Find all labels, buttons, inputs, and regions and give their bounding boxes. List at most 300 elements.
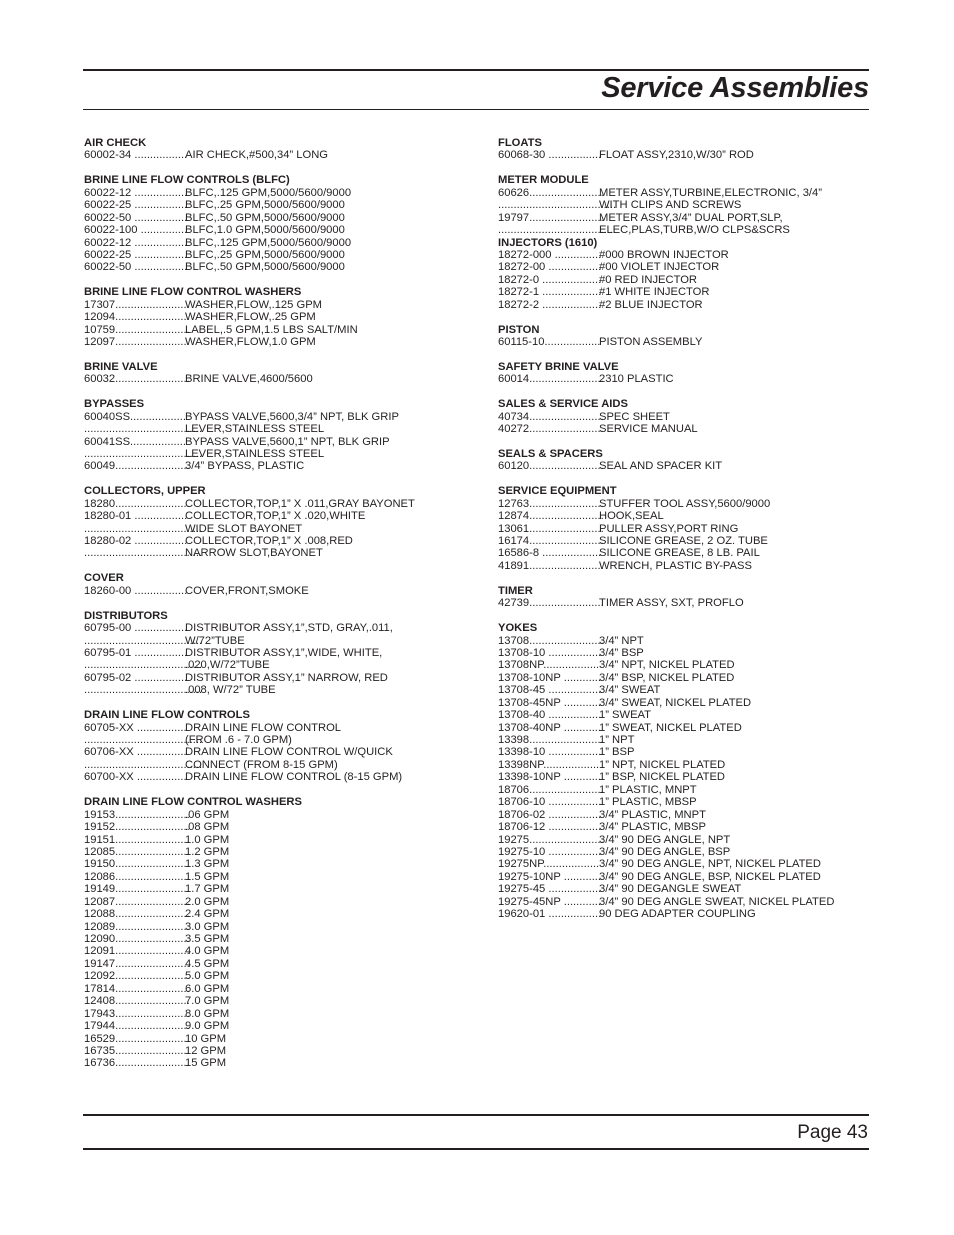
part-row bbox=[498, 560, 878, 572]
part-number: 60022-12 ................. bbox=[84, 186, 188, 199]
part-row bbox=[84, 945, 464, 957]
page-title: Service Assemblies bbox=[601, 72, 869, 104]
part-description: 12 GPM bbox=[185, 1044, 227, 1057]
part-number: 60041SS.................. bbox=[84, 435, 186, 448]
part-number: ...................................... bbox=[498, 199, 617, 212]
part-description: .008, W/72” TUBE bbox=[185, 684, 276, 697]
part-number: 60022-12 ................. bbox=[84, 236, 188, 249]
part-description: HOOK,SEAL bbox=[599, 510, 664, 523]
part-number: 17943........................ bbox=[84, 1007, 190, 1020]
part-number: 42739........................ bbox=[498, 597, 604, 610]
part-description: 3.5 GPM bbox=[185, 933, 230, 945]
part-row bbox=[498, 187, 878, 199]
part-description: 3/4” BSP bbox=[599, 646, 644, 659]
part-number: 12094........................ bbox=[84, 311, 190, 324]
part-description: SERVICE MANUAL bbox=[599, 423, 698, 436]
part-description: SEAL AND SPACER KIT bbox=[599, 460, 723, 473]
part-description: 1.7 GPM bbox=[185, 883, 230, 896]
part-row bbox=[498, 510, 878, 522]
part-description: 10 GPM bbox=[185, 1032, 227, 1045]
part-number: 13708........................ bbox=[498, 634, 604, 647]
part-number: 10759........................ bbox=[84, 323, 190, 336]
part-row bbox=[84, 1057, 464, 1069]
part-number: 18272-00 ................. bbox=[498, 261, 602, 274]
part-number: 16735........................ bbox=[84, 1044, 190, 1057]
part-row bbox=[84, 970, 464, 982]
part-number: 19275........................ bbox=[498, 833, 604, 846]
part-row bbox=[84, 212, 464, 224]
part-number: 12089........................ bbox=[84, 920, 190, 933]
part-row bbox=[498, 212, 878, 224]
part-description: 1” SWEAT, NICKEL PLATED bbox=[599, 721, 742, 734]
part-number: 41891........................ bbox=[498, 559, 604, 572]
parts-column-left bbox=[84, 137, 464, 1082]
part-number: 13708-10NP ............ bbox=[498, 671, 602, 684]
part-description: 3/4” PLASTIC, MNPT bbox=[599, 808, 706, 821]
part-number: 12092........................ bbox=[84, 970, 190, 983]
section-heading: INJECTORS (1610) bbox=[498, 236, 598, 249]
part-number: 18272-0 ................... bbox=[498, 273, 602, 286]
part-row bbox=[498, 373, 878, 385]
part-number: 13398-10 ................. bbox=[498, 746, 602, 759]
part-row bbox=[84, 809, 464, 821]
parts-section bbox=[498, 237, 878, 312]
part-description: COLLECTOR,TOP,1” X .020,WHITE bbox=[185, 510, 366, 523]
part-description: BLFC,.125 GPM,5000/5600/9000 bbox=[185, 186, 352, 199]
part-number: 18280-01 ................. bbox=[84, 510, 188, 523]
part-description: WASHER,FLOW,1.0 GPM bbox=[185, 336, 316, 348]
part-row bbox=[498, 734, 878, 746]
parts-section bbox=[84, 286, 464, 348]
part-number: 19275-45NP ............ bbox=[498, 895, 602, 908]
part-number: 13708-40 ................. bbox=[498, 709, 602, 722]
part-number: 60022-50 ................. bbox=[84, 211, 188, 224]
part-row bbox=[498, 149, 878, 161]
part-description: PISTON ASSEMBLY bbox=[599, 336, 703, 348]
part-row bbox=[84, 1008, 464, 1020]
part-row bbox=[498, 460, 878, 472]
part-description: DRAIN LINE FLOW CONTROL bbox=[185, 721, 342, 734]
part-description: SILICONE GREASE, 2 OZ. TUBE bbox=[599, 535, 768, 547]
part-row bbox=[84, 547, 464, 559]
part-description: 3/4” SWEAT bbox=[599, 684, 661, 697]
part-row bbox=[84, 324, 464, 336]
part-number: 60040SS.................. bbox=[84, 410, 186, 423]
part-description: .06 GPM bbox=[185, 808, 230, 821]
part-row bbox=[84, 510, 464, 522]
part-number: 60068-30 ................. bbox=[498, 149, 602, 162]
part-row bbox=[84, 958, 464, 970]
section-heading: BYPASSES bbox=[84, 398, 145, 411]
part-row bbox=[498, 249, 878, 261]
part-description: CONNECT (FROM 8-15 GPM) bbox=[185, 758, 338, 771]
part-row bbox=[84, 746, 464, 758]
part-description: 3/4” SWEAT, NICKEL PLATED bbox=[599, 696, 752, 709]
part-description: AIR CHECK,#500,34” LONG bbox=[185, 149, 329, 162]
part-row bbox=[84, 249, 464, 261]
part-row bbox=[498, 883, 878, 895]
part-row bbox=[84, 1045, 464, 1057]
part-number: 13708NP.................. bbox=[498, 659, 600, 672]
parts-section bbox=[84, 709, 464, 784]
part-row bbox=[498, 299, 878, 311]
part-number: 40734........................ bbox=[498, 410, 604, 423]
part-description: LEVER,STAINLESS STEEL bbox=[185, 423, 325, 436]
part-description: 3/4” 90 DEG ANGLE, NPT bbox=[599, 833, 731, 846]
part-description: 3/4” 90 DEGANGLE SWEAT bbox=[599, 883, 742, 896]
part-description: BLFC,.50 GPM,5000/5600/9000 bbox=[185, 211, 345, 224]
part-number: 12763........................ bbox=[498, 497, 604, 510]
part-description: 3/4” BYPASS, PLASTIC bbox=[185, 460, 305, 473]
footer-rule-top bbox=[83, 1114, 869, 1116]
part-number: 12408........................ bbox=[84, 995, 190, 1008]
part-row bbox=[84, 659, 464, 671]
section-heading: SERVICE EQUIPMENT bbox=[498, 485, 617, 498]
part-description: DISTRIBUTOR ASSY,1” NARROW, RED bbox=[185, 671, 388, 684]
part-description: #00 VIOLET INJECTOR bbox=[599, 261, 720, 274]
part-row bbox=[84, 759, 464, 771]
part-number: 60795-00 ................. bbox=[84, 622, 188, 635]
part-description: #000 BROWN INJECTOR bbox=[599, 248, 729, 261]
part-row bbox=[498, 809, 878, 821]
part-description: NARROW SLOT,BAYONET bbox=[185, 547, 323, 560]
part-number: ...................................... bbox=[84, 684, 203, 697]
part-number: 60626........................ bbox=[498, 186, 604, 199]
part-description: 1” SWEAT bbox=[599, 709, 652, 722]
part-row bbox=[498, 597, 878, 609]
part-row bbox=[84, 771, 464, 783]
header-rule-top bbox=[83, 69, 869, 71]
part-description: 3/4” 90 DEG ANGLE, BSP, NICKEL PLATED bbox=[599, 870, 821, 883]
part-description: TIMER ASSY, SXT, PROFLO bbox=[599, 597, 744, 610]
part-row bbox=[84, 299, 464, 311]
part-number: 13061........................ bbox=[498, 522, 604, 535]
part-description: BLFC,.50 GPM,5000/5600/9000 bbox=[185, 261, 345, 274]
part-row bbox=[84, 411, 464, 423]
part-number: 18272-000 ............... bbox=[498, 248, 602, 261]
part-description: BLFC,1.0 GPM,5000/5600/9000 bbox=[185, 224, 345, 237]
part-number: 18260-00 ................. bbox=[84, 584, 188, 597]
part-description: .08 GPM bbox=[185, 821, 230, 834]
part-description: 1.3 GPM bbox=[185, 858, 230, 871]
part-number: 60120........................ bbox=[498, 460, 604, 473]
parts-section bbox=[84, 398, 464, 473]
part-row bbox=[84, 883, 464, 895]
part-row bbox=[84, 187, 464, 199]
part-row bbox=[84, 523, 464, 535]
parts-section bbox=[498, 361, 878, 386]
part-row bbox=[498, 199, 878, 211]
part-description: 1” NPT bbox=[599, 734, 635, 746]
part-number: 60795-02 ................. bbox=[84, 671, 188, 684]
part-number: 12087........................ bbox=[84, 895, 190, 908]
part-row bbox=[498, 224, 878, 236]
part-row bbox=[84, 834, 464, 846]
part-description: 6.0 GPM bbox=[185, 982, 230, 995]
section-heading: BRINE LINE FLOW CONTROLS (BLFC) bbox=[84, 174, 290, 187]
part-description: 4.0 GPM bbox=[185, 945, 230, 958]
part-number: 19275-10 ................. bbox=[498, 845, 602, 858]
part-number: 60795-01 ................. bbox=[84, 646, 188, 659]
section-heading: COLLECTORS, UPPER bbox=[84, 485, 206, 498]
section-heading: DRAIN LINE FLOW CONTROLS bbox=[84, 709, 250, 722]
part-description: WASHER,FLOW,.125 GPM bbox=[185, 298, 322, 311]
part-number: 13708-40NP ............ bbox=[498, 721, 602, 734]
part-description: .020,W/72”TUBE bbox=[185, 659, 270, 672]
part-description: 1.5 GPM bbox=[185, 870, 230, 883]
footer-rule-bottom bbox=[83, 1148, 869, 1150]
part-number: 17944........................ bbox=[84, 1020, 190, 1033]
part-description: FLOAT ASSY,2310,W/30” ROD bbox=[599, 149, 754, 162]
part-description: COLLECTOR,TOP,1” X .008,RED bbox=[185, 535, 353, 547]
part-number: 18272-1 ................... bbox=[498, 286, 602, 299]
part-description: COVER,FRONT,SMOKE bbox=[185, 584, 309, 597]
part-row bbox=[84, 921, 464, 933]
part-description: 90 DEG ADAPTER COUPLING bbox=[599, 908, 756, 921]
part-description: #0 RED INJECTOR bbox=[599, 273, 698, 286]
part-description: 2.4 GPM bbox=[185, 908, 230, 921]
part-description: BYPASS VALVE,5600,1” NPT, BLK GRIP bbox=[185, 435, 390, 448]
section-heading: COVER bbox=[84, 572, 124, 585]
part-row bbox=[498, 684, 878, 696]
section-heading: YOKES bbox=[498, 622, 538, 635]
part-description: 2310 PLASTIC bbox=[599, 373, 674, 386]
parts-section bbox=[498, 448, 878, 473]
part-description: 1” PLASTIC, MBSP bbox=[599, 796, 697, 809]
part-description: LEVER,STAINLESS STEEL bbox=[185, 447, 325, 460]
part-row bbox=[84, 635, 464, 647]
part-row bbox=[84, 373, 464, 385]
part-row bbox=[84, 535, 464, 547]
part-number: 60022-50 ................. bbox=[84, 261, 188, 274]
header-rule-bottom bbox=[83, 109, 869, 110]
part-row bbox=[498, 659, 878, 671]
part-row bbox=[498, 796, 878, 808]
part-description: 15 GPM bbox=[185, 1057, 227, 1070]
part-row bbox=[84, 622, 464, 634]
part-row bbox=[498, 821, 878, 833]
part-description: 1” PLASTIC, MNPT bbox=[599, 783, 697, 796]
part-row bbox=[498, 709, 878, 721]
part-number: 18706-10 ................. bbox=[498, 796, 602, 809]
part-row bbox=[84, 908, 464, 920]
part-description: 9.0 GPM bbox=[185, 1020, 230, 1033]
part-description: 2.0 GPM bbox=[185, 895, 230, 908]
part-row bbox=[498, 547, 878, 559]
part-row bbox=[498, 647, 878, 659]
part-row bbox=[498, 908, 878, 920]
part-number: 13708-10 ................. bbox=[498, 646, 602, 659]
part-description: SPEC SHEET bbox=[599, 410, 670, 423]
part-number: 13398........................ bbox=[498, 734, 604, 746]
part-row bbox=[84, 734, 464, 746]
part-description: BYPASS VALVE,5600,3/4” NPT, BLK GRIP bbox=[185, 410, 399, 423]
part-number: 19275NP.................. bbox=[498, 858, 600, 871]
section-heading: SAFETY BRINE VALVE bbox=[498, 360, 619, 373]
parts-section bbox=[498, 398, 878, 435]
part-number: 19151........................ bbox=[84, 833, 190, 846]
part-description: WITH CLIPS AND SCREWS bbox=[599, 199, 742, 212]
part-row bbox=[498, 858, 878, 870]
part-number: 19153........................ bbox=[84, 808, 190, 821]
parts-section bbox=[84, 796, 464, 1070]
part-row bbox=[84, 684, 464, 696]
part-row bbox=[84, 224, 464, 236]
part-number: 60049........................ bbox=[84, 460, 190, 473]
part-row bbox=[84, 311, 464, 323]
part-description: METER ASSY,TURBINE,ELECTRONIC, 3/4” bbox=[599, 186, 822, 199]
section-heading: DISTRIBUTORS bbox=[84, 609, 168, 622]
page-number: Page 43 bbox=[797, 1122, 868, 1143]
part-row bbox=[84, 995, 464, 1007]
part-row bbox=[498, 411, 878, 423]
part-number: 12091........................ bbox=[84, 945, 190, 958]
part-number: 19149........................ bbox=[84, 883, 190, 896]
part-description: METER ASSY,3/4” DUAL PORT,SLP, bbox=[599, 211, 783, 224]
part-number: ...................................... bbox=[84, 734, 203, 746]
part-row bbox=[84, 722, 464, 734]
section-heading: BRINE VALVE bbox=[84, 360, 158, 373]
part-number: 16736........................ bbox=[84, 1057, 190, 1070]
part-number: 17307........................ bbox=[84, 298, 190, 311]
part-description: WASHER,FLOW,.25 GPM bbox=[185, 311, 316, 324]
part-description: DRAIN LINE FLOW CONTROL W/QUICK bbox=[185, 746, 393, 759]
part-row bbox=[84, 336, 464, 348]
part-description: 3/4” NPT bbox=[599, 634, 644, 647]
part-description: STUFFER TOOL ASSY,5600/9000 bbox=[599, 497, 771, 510]
part-description: PULLER ASSY,PORT RING bbox=[599, 522, 739, 535]
part-number: ...................................... bbox=[84, 447, 203, 460]
part-description: 3/4” 90 DEG ANGLE, BSP bbox=[599, 845, 731, 858]
part-description: #2 BLUE INJECTOR bbox=[599, 298, 703, 311]
part-description: DISTRIBUTOR ASSY,1”,STD, GRAY,.011, bbox=[185, 622, 393, 635]
part-description: 1” BSP bbox=[599, 746, 635, 759]
part-row bbox=[84, 448, 464, 460]
part-number: ...................................... bbox=[498, 224, 617, 237]
part-row bbox=[498, 336, 878, 348]
part-row bbox=[498, 771, 878, 783]
part-description: 1.2 GPM bbox=[185, 845, 230, 858]
parts-column-right bbox=[498, 137, 878, 933]
part-number: 18280........................ bbox=[84, 497, 190, 510]
part-description: DISTRIBUTOR ASSY,1”,WIDE, WHITE, bbox=[185, 646, 383, 659]
part-row bbox=[498, 635, 878, 647]
part-description: W/72”TUBE bbox=[185, 634, 245, 647]
part-description: 3/4” BSP, NICKEL PLATED bbox=[599, 671, 735, 684]
part-number: 12088........................ bbox=[84, 908, 190, 921]
part-number: 60014........................ bbox=[498, 373, 604, 386]
part-number: 19147........................ bbox=[84, 957, 190, 970]
part-number: 12874........................ bbox=[498, 510, 604, 523]
part-row bbox=[498, 759, 878, 771]
section-heading: METER MODULE bbox=[498, 174, 589, 187]
part-description: WRENCH, PLASTIC BY-PASS bbox=[599, 559, 752, 572]
part-number: 60002-34 ................. bbox=[84, 149, 188, 162]
part-row bbox=[498, 871, 878, 883]
section-heading: PISTON bbox=[498, 323, 540, 336]
part-description: SILICONE GREASE, 8 LB. PAIL bbox=[599, 547, 760, 560]
part-row bbox=[498, 535, 878, 547]
part-number: 60022-25 ................. bbox=[84, 199, 188, 212]
part-row bbox=[84, 436, 464, 448]
part-row bbox=[498, 274, 878, 286]
part-row bbox=[84, 199, 464, 211]
part-number: 12085........................ bbox=[84, 845, 190, 858]
part-number: 18280-02 ................. bbox=[84, 535, 188, 547]
part-row bbox=[84, 858, 464, 870]
parts-section bbox=[84, 137, 464, 162]
part-row bbox=[498, 784, 878, 796]
part-row bbox=[498, 498, 878, 510]
part-row bbox=[84, 896, 464, 908]
part-row bbox=[84, 585, 464, 597]
parts-section bbox=[498, 622, 878, 921]
section-heading: AIR CHECK bbox=[84, 137, 147, 149]
part-description: (FROM .6 - 7.0 GPM) bbox=[185, 734, 292, 746]
parts-section bbox=[84, 361, 464, 386]
section-heading: TIMER bbox=[498, 584, 533, 597]
part-row bbox=[84, 460, 464, 472]
part-description: 3/4” PLASTIC, MBSP bbox=[599, 821, 706, 834]
part-number: ...................................... bbox=[84, 522, 203, 535]
part-description: #1 WHITE INJECTOR bbox=[599, 286, 710, 299]
part-row bbox=[84, 1020, 464, 1032]
part-number: 13398NP.................. bbox=[498, 758, 600, 771]
part-row bbox=[498, 746, 878, 758]
part-number: 16586-8 ................... bbox=[498, 547, 602, 560]
part-row bbox=[84, 237, 464, 249]
part-row bbox=[84, 149, 464, 161]
part-number: 13708-45NP ............ bbox=[498, 696, 602, 709]
part-description: LABEL,.5 GPM,1.5 LBS SALT/MIN bbox=[185, 323, 358, 336]
part-description: DRAIN LINE FLOW CONTROL (8-15 GPM) bbox=[185, 771, 403, 784]
part-number: 18272-2 ................... bbox=[498, 298, 602, 311]
part-row bbox=[84, 261, 464, 273]
part-row bbox=[498, 672, 878, 684]
part-number: 19275-45 ................. bbox=[498, 883, 602, 896]
part-number: ...................................... bbox=[84, 758, 203, 771]
part-number: 18706........................ bbox=[498, 783, 604, 796]
parts-section bbox=[498, 174, 878, 236]
part-number: 12090........................ bbox=[84, 933, 190, 945]
part-row bbox=[84, 846, 464, 858]
part-description: WIDE SLOT BAYONET bbox=[185, 522, 303, 535]
part-row bbox=[498, 523, 878, 535]
part-number: ...................................... bbox=[84, 659, 203, 672]
part-number: 19150........................ bbox=[84, 858, 190, 871]
part-row bbox=[498, 834, 878, 846]
parts-section bbox=[498, 324, 878, 349]
part-number: 60032........................ bbox=[84, 373, 190, 386]
parts-section bbox=[84, 174, 464, 274]
part-number: 60115-10.................. bbox=[498, 336, 601, 348]
part-number: 19797........................ bbox=[498, 211, 604, 224]
part-number: 60705-XX ................ bbox=[84, 721, 187, 734]
part-description: ELEC,PLAS,TURB,W/O CLPS&SCRS bbox=[599, 224, 790, 237]
part-row bbox=[84, 871, 464, 883]
part-row bbox=[84, 672, 464, 684]
part-row bbox=[84, 1033, 464, 1045]
part-row bbox=[84, 423, 464, 435]
part-description: 3/4” 90 DEG ANGLE SWEAT, NICKEL PLATED bbox=[599, 895, 835, 908]
part-row bbox=[498, 846, 878, 858]
parts-section bbox=[498, 485, 878, 572]
part-row bbox=[498, 423, 878, 435]
parts-section bbox=[84, 610, 464, 697]
part-number: 19275-10NP ............ bbox=[498, 870, 602, 883]
section-heading: BRINE LINE FLOW CONTROL WASHERS bbox=[84, 286, 302, 299]
part-number: 60022-25 ................. bbox=[84, 248, 188, 261]
